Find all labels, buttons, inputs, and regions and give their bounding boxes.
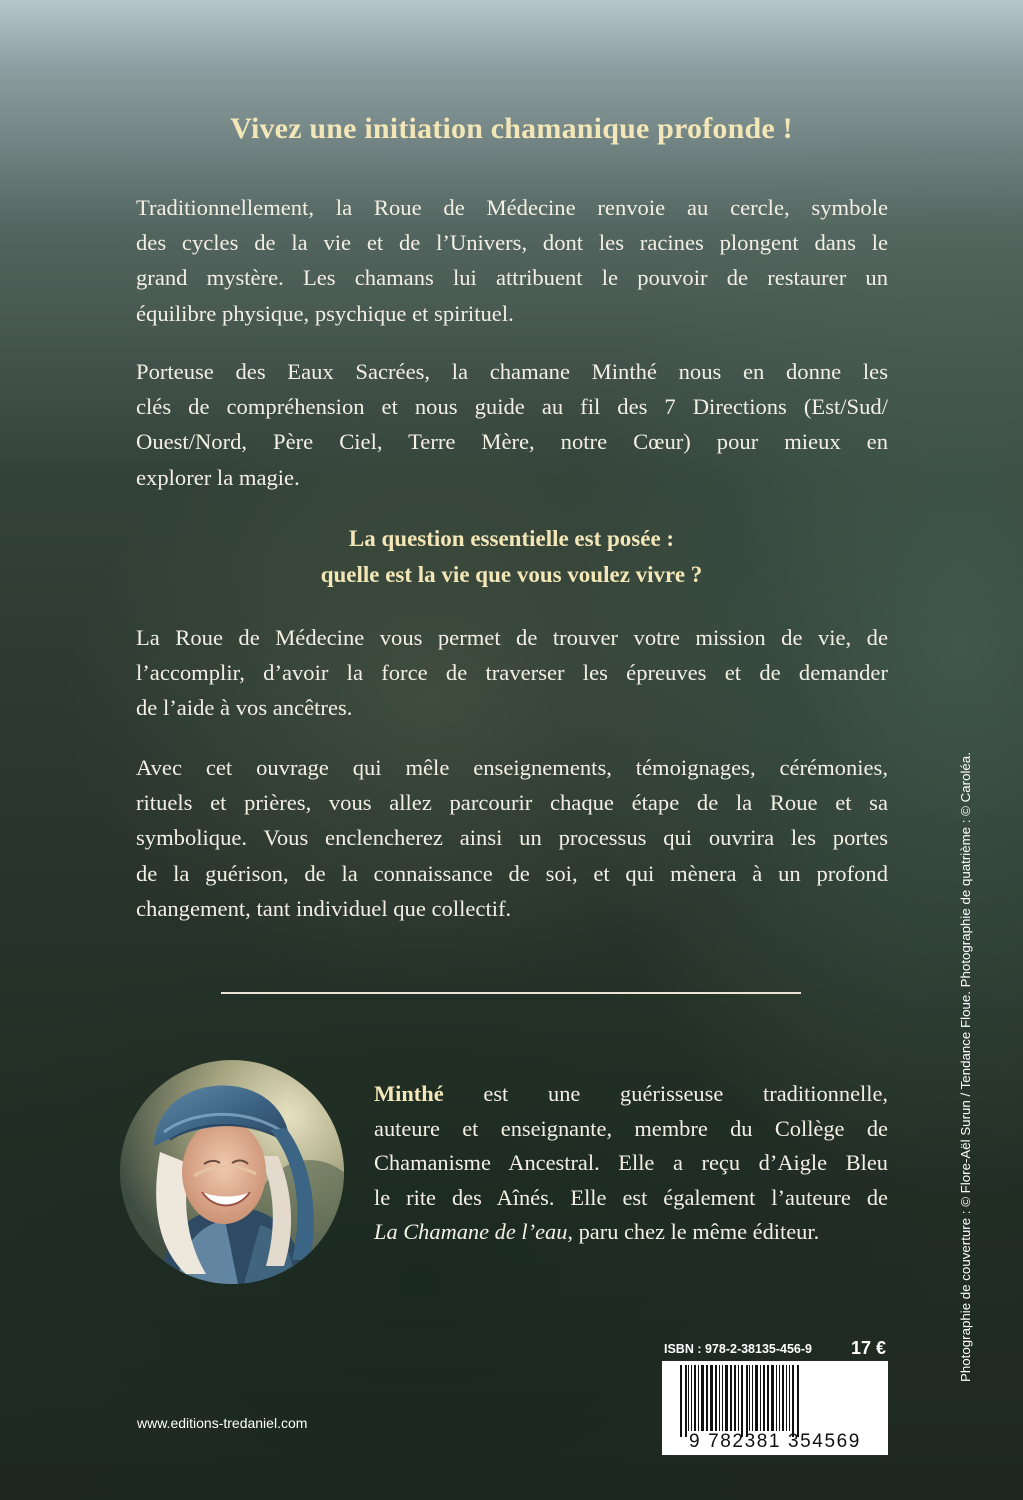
bio-line bbox=[374, 1077, 888, 1112]
text-line: explorer la magie. bbox=[136, 464, 300, 490]
intro-paragraph bbox=[136, 190, 888, 331]
text-line: équilibre physique, psychique et spirituel. bbox=[136, 300, 514, 326]
barcode-bar bbox=[746, 1365, 748, 1437]
question-line-2: quelle est la vie que vous voulez vivre ? bbox=[320, 562, 703, 587]
barcode-bar bbox=[776, 1365, 777, 1431]
question-line-1: La question essentielle est posée : bbox=[348, 526, 675, 551]
barcode-bar bbox=[771, 1365, 774, 1431]
barcode-bar bbox=[789, 1365, 790, 1431]
barcode-bar bbox=[797, 1365, 799, 1437]
bio-text: est une guérisseuse traditionnelle, bbox=[483, 1081, 888, 1106]
isbn: ISBN : 978-2-38135-456-9 bbox=[664, 1342, 812, 1356]
minthe-paragraph bbox=[136, 354, 888, 495]
barcode-bar bbox=[792, 1365, 794, 1437]
bio-line: auteure et enseignante, membre du Collège de bbox=[374, 1115, 888, 1141]
text-line: La Roue de Médecine vous permet de trouver votre mission de vie, de bbox=[136, 625, 888, 650]
text-line: rituels et prières, vous allez parcourir chaque étape de la Roue et sa bbox=[136, 790, 888, 816]
barcode-bar bbox=[691, 1365, 692, 1431]
book-title: La Chamane de l’eau bbox=[374, 1219, 568, 1245]
text-line: changement, tant individuel que collectif. bbox=[136, 895, 512, 921]
bio-line: le rite des Aînés. Elle est également l’auteure de bbox=[374, 1184, 888, 1210]
text-line: des cycles de la vie et de l’Univers, dont les racines plongent dans le bbox=[136, 230, 888, 256]
barcode-digits: 9 782381 354569 bbox=[689, 1431, 861, 1452]
barcode-bars bbox=[662, 1365, 888, 1437]
barcode-bar bbox=[719, 1365, 720, 1431]
text-line: Avec cet ouvrage qui mêle enseignements, témoignages, cérémonies, bbox=[136, 755, 888, 780]
bio-line bbox=[374, 1215, 888, 1250]
barcode-bar bbox=[749, 1365, 750, 1431]
barcode-bar bbox=[734, 1365, 736, 1431]
text-line: Ouest/Nord, Père Ciel, Terre Mère, notre Cœur) pour mieux en bbox=[136, 429, 888, 455]
barcode-bar bbox=[688, 1365, 689, 1431]
barcode-bar bbox=[767, 1365, 769, 1431]
barcode-bar bbox=[730, 1365, 732, 1431]
author-portrait bbox=[120, 1060, 344, 1284]
barcode-bar bbox=[782, 1365, 784, 1431]
text-line: l’accomplir, d’avoir la force de traverser les épreuves et de demander bbox=[136, 660, 888, 686]
barcode-bar bbox=[786, 1365, 787, 1431]
barcode-bar bbox=[694, 1365, 696, 1431]
text-line: de l’aide à vos ancêtres. bbox=[136, 695, 353, 721]
barcode-bar bbox=[710, 1365, 713, 1431]
barcode-bar bbox=[701, 1365, 704, 1431]
author-bio bbox=[374, 1077, 888, 1250]
text-line: de la guérison, de la connaissance de soi, et qui mènera à un profond bbox=[136, 860, 888, 886]
barcode-bar bbox=[698, 1365, 699, 1431]
barcode bbox=[662, 1361, 888, 1455]
barcode-bar bbox=[685, 1365, 687, 1437]
barcode-bar bbox=[760, 1365, 761, 1431]
barcode-bar bbox=[738, 1365, 739, 1431]
barcode-bar bbox=[779, 1365, 780, 1431]
text-line: symbolique. Vous enclencherez ainsi un processus qui ouvrira les portes bbox=[136, 825, 888, 851]
author-portrait-illustration bbox=[120, 1060, 344, 1284]
mission-paragraph bbox=[136, 620, 888, 726]
text-line: clés de compréhension et nous guide au fil des 7 Directions (Est/Sud/ bbox=[136, 394, 888, 420]
bio-line: Chamanisme Ancestral. Elle a reçu d’Aigle Bleu bbox=[374, 1150, 888, 1176]
question-heading bbox=[0, 521, 1023, 593]
barcode-bar bbox=[755, 1365, 758, 1431]
barcode-bar bbox=[722, 1365, 723, 1431]
text-line: Porteuse des Eaux Sacrées, la chamane Minthé nous en donne les bbox=[136, 359, 888, 384]
publisher-website: www.editions-tredaniel.com bbox=[137, 1415, 308, 1431]
headline: Vivez une initiation chamanique profonde ! bbox=[230, 112, 793, 145]
barcode-bar bbox=[706, 1365, 708, 1431]
author-name: Minthé bbox=[374, 1081, 444, 1106]
bio-text: , paru chez le même éditeur. bbox=[567, 1219, 820, 1245]
barcode-bar bbox=[752, 1365, 753, 1431]
barcode-bar bbox=[741, 1365, 743, 1437]
barcode-bar bbox=[680, 1365, 682, 1437]
text-line: grand mystère. Les chamans lui attribuent le pouvoir de restaurer un bbox=[136, 265, 888, 291]
photo-credits: Photographie de couverture : © Flore-Aël Surun / Tendance Floue. Photographie de quatrième : © Caroléa. bbox=[958, 752, 973, 1382]
text-line: Traditionnellement, la Roue de Médecine renvoie au cercle, symbole bbox=[136, 195, 888, 220]
price: 17 € bbox=[850, 1338, 886, 1358]
barcode-bar bbox=[763, 1365, 765, 1431]
barcode-bar bbox=[725, 1365, 728, 1431]
barcode-bar bbox=[715, 1365, 717, 1431]
section-divider bbox=[221, 992, 801, 994]
book-paragraph bbox=[136, 750, 888, 926]
